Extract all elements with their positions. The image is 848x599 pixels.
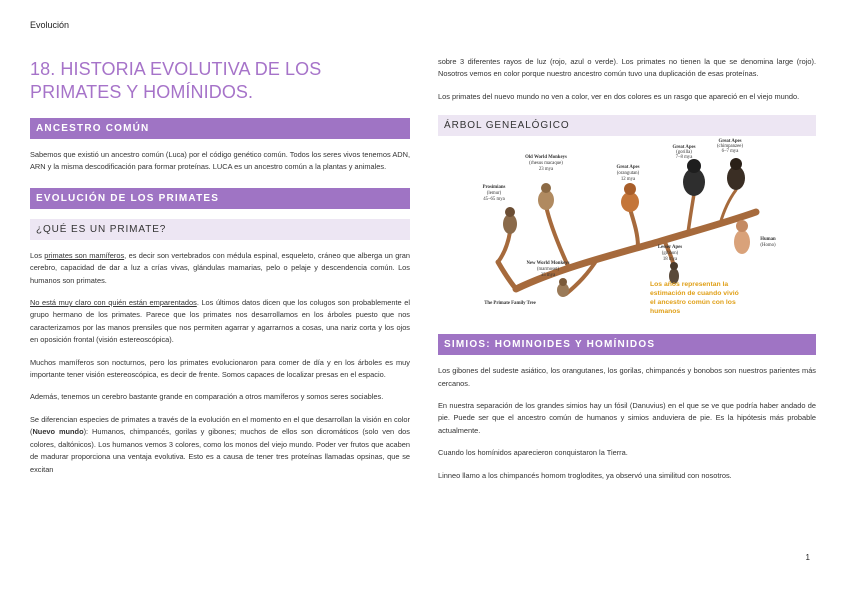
label-old-world-sub: (rhesus macaque) [529, 161, 563, 167]
text-pre: Los [30, 250, 45, 260]
note-line-3: el ancestro común con los [650, 299, 736, 307]
label-chimpanzee-sub: (chimpanzee) [716, 144, 744, 150]
underlined-text: No está muy claro con quién están emparentados [30, 298, 197, 308]
bold-text: Nuevo mundo [32, 427, 84, 437]
text-post: . Los últimos datos dicen que los colugos son probablemente el grupo hermano de los primates. Parece que los primates nos desarrollamos en los árboles puesto que nos caracterizamos por las manos prensiles que nos permiten agarrar y agarrarnos a cosas, una nariz corta y los ojos en oposición frontal (visión estereoscópica). [30, 298, 410, 345]
label-new-world-mya: 35 mya [540, 273, 556, 279]
paragraph-simios-3: Cuando los homínidos aparecieron conquistaron la Tierra. [438, 448, 628, 458]
paragraph-simios-2: En nuestra separación de los grandes simios hay un fósil (Danuvius) en el que se ve que podría haber andado de pie. Puede ser que el ancestro común de humanos y simios anduviera de pie. Es la hipótesis más probable actualmente. [438, 401, 816, 435]
label-prosimians-mya: 45–65 mya [483, 197, 505, 203]
subsection-heading-arbol: ÁRBOL GENEALÓGICO [438, 115, 816, 136]
left-column [30, 58, 410, 476]
label-human-sub: (Homo) [760, 243, 776, 249]
paragraph-ancestro: Sabemos que existió un ancestro común (Luca) por el código genético común. Todos los seres vivos tenemos ADN, ARN y la misma descodificación para formar proteínas. LUCA es un ancestro común a la plantas y animales. [30, 150, 410, 172]
label-lesser-apes-mya: 18 mya [662, 257, 678, 263]
paragraph-cerebro: Además, tenemos un cerebro bastante grande en comparación a otros mamíferos y somos seres sociables. [30, 392, 384, 402]
label-new-world-sub: (marmoset) [536, 267, 560, 273]
label-gorilla-sub: (gorilla) [676, 150, 692, 156]
label-prosimians: Prosimians [482, 185, 506, 191]
label-gorilla: Great Apes [672, 145, 696, 151]
label-chimpanzee: Great Apes [718, 139, 742, 145]
paragraph-simios-4: Linneo llamo a los chimpancés homom troglodites, ya observó una similitud con nosotros. [438, 470, 732, 480]
label-lesser-apes: Lesser Apes [657, 245, 683, 251]
label-new-world: New World Monkeys [526, 261, 570, 267]
section-heading-evolucion: EVOLUCIÓN DE LOS PRIMATES [30, 188, 410, 209]
text-post: ): Humanos, chimpancés, gorilas y gibones; muchos de ellos son dicromáticos (solo ven dos colores, daltónicos). Los humanos vemos 3 colores, como los monos del viejo mundo. Poder ver frutos que acaben de madurar proporciona una ventaja evolutiva. Esto es a causa de tener tres proteínas llamadas opsinas, que se excitan [30, 427, 410, 474]
paragraph-primate-def [30, 250, 410, 287]
label-gorilla-mya: 7–8 mya [675, 155, 693, 161]
page-number: 1 [805, 553, 810, 562]
text-post: , es decir son vertebrados con médula espinal, esqueleto, cráneo que alberga un gran cerebro, capacidad de dar a luz a crías vivas, glándulas mamarias, pelo o pelaje y descendencia común. Los humanos son primates. [30, 250, 410, 285]
subsection-heading-que-es: ¿QUÉ ES UN PRIMATE? [30, 219, 410, 240]
note-line-1: Los años representan la [650, 281, 729, 289]
right-column [438, 56, 816, 482]
family-tree-illustration [438, 139, 816, 326]
paragraph-vision-color [30, 414, 410, 476]
label-old-world: Old World Monkeys [525, 155, 567, 161]
paragraph-continuation: sobre 3 diferentes rayos de luz (rojo, azul o verde). Los primates no tienen la que se denomina large (rojo). Nosotros vemos en color porque nuestro ancestro común tuvo una duplicación de esas proteínas. [438, 57, 816, 79]
label-prosimians-sub: (lemur) [486, 191, 502, 197]
label-orangutan-mya: 12 mya [620, 177, 636, 183]
paragraph-simios-1: Los gibones del sudeste asiático, los orangutanes, los gorilas, chimpancés y bonobos son nuestros parientes más cercanos. [438, 366, 816, 388]
primate-family-tree-figure [438, 139, 816, 326]
underlined-text: primates son mamíferos [44, 250, 125, 260]
page-title: 18. HISTORIA EVOLUTIVA DE LOS PRIMATES Y HOMÍNIDOS. [30, 59, 322, 102]
label-orangutan: Great Apes [616, 165, 640, 171]
label-old-world-mya: 23 mya [538, 167, 554, 173]
label-orangutan-sub: (orangutan) [616, 171, 640, 177]
note-line-2: estimación de cuando vivió [650, 290, 739, 298]
label-family-tree: The Primate Family Tree [484, 301, 536, 307]
paragraph-nocturnos: Muchos mamíferos son nocturnos, pero los primates evolucionaron para comer de día y en los árboles es muy importante tener visión estereoscópica, es decir de frente. Somos capaces de localizar presas en el espacio. [30, 357, 410, 380]
running-header: Evolución [30, 20, 70, 30]
text-pre: Se diferencian especies de primates a través de la evolución en el momento en el que desarrollan la visión en color ( [30, 414, 410, 437]
label-human: Human [760, 237, 776, 243]
label-chimpanzee-mya: 6–7 mya [721, 149, 739, 155]
section-heading-ancestro: ANCESTRO COMÚN [30, 118, 410, 139]
label-lesser-apes-sub: (gibbon) [661, 251, 679, 257]
note-line-4: humanos [650, 308, 681, 316]
section-heading-simios: SIMIOS: HOMINOIDES Y HOMÍNIDOS [438, 334, 816, 355]
paragraph-nuevo-mundo: Los primates del nuevo mundo no ven a color, ver en dos colores es un rasgo que apareció en el viejo mundo. [438, 91, 800, 101]
paragraph-parentesco [30, 297, 410, 347]
